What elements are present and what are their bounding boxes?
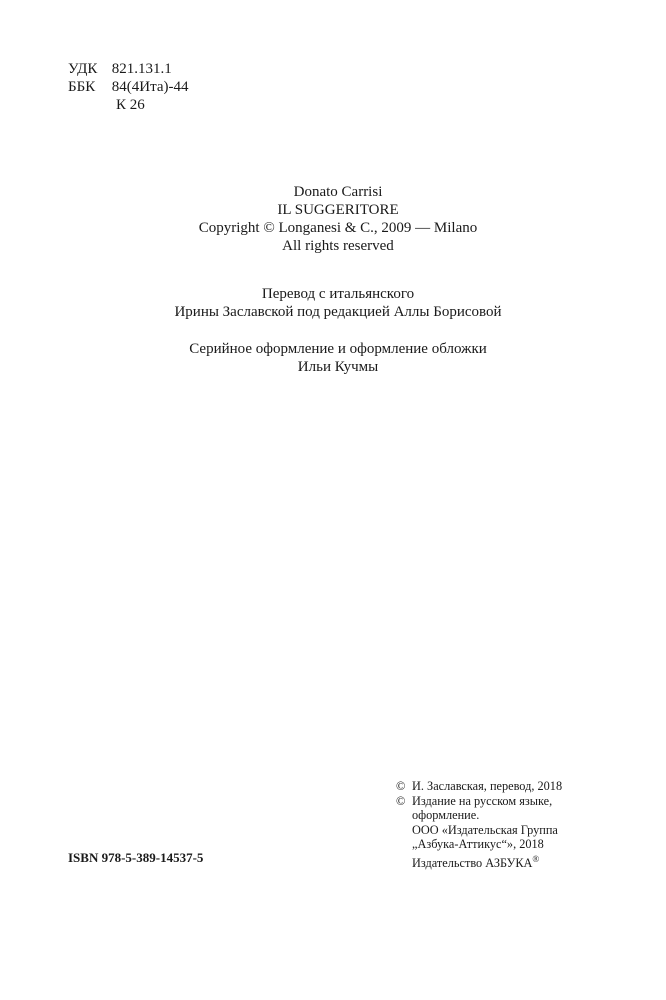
translation-block [0,285,666,321]
design-block [0,340,666,376]
design-line: Серийное оформление и оформление обложки [189,341,487,357]
isbn: ISBN 978-5-389-14537-5 [68,850,204,865]
copyright-line: ООО «Издательская Группа [412,822,558,837]
classification-block [68,60,188,114]
copyright-line: оформление. [412,808,480,822]
rights-reserved: All rights reserved [282,238,394,254]
copyright-line: „Азбука-Аттикус“», 2018 [412,837,544,851]
original-edition-block [0,183,666,255]
registered-mark: ® [532,853,540,864]
copyright-edition: © Издание на русском языке, [396,793,553,808]
translation-line: Перевод с итальянского [261,286,415,302]
original-author: Donato Carrisi [293,184,383,200]
bbk-line: ББК 84(4Ита)-44 [68,79,189,95]
original-copyright: Copyright © Longanesi & C., 2009 — Milano [198,220,478,236]
original-title: IL SUGGERITORE [277,202,399,218]
designer-line: Ильи Кучмы [297,359,379,375]
translator-line: Ирины Заславской под редакцией Аллы Борисовой [174,304,502,320]
publisher-line: Издательство АЗБУКА® [412,853,540,870]
copyright-block [396,779,562,870]
udk-line: УДК 821.131.1 [68,61,172,77]
author-mark: К 26 [116,97,145,113]
copyright-translation: © И. Заславская, перевод, 2018 [396,779,563,793]
